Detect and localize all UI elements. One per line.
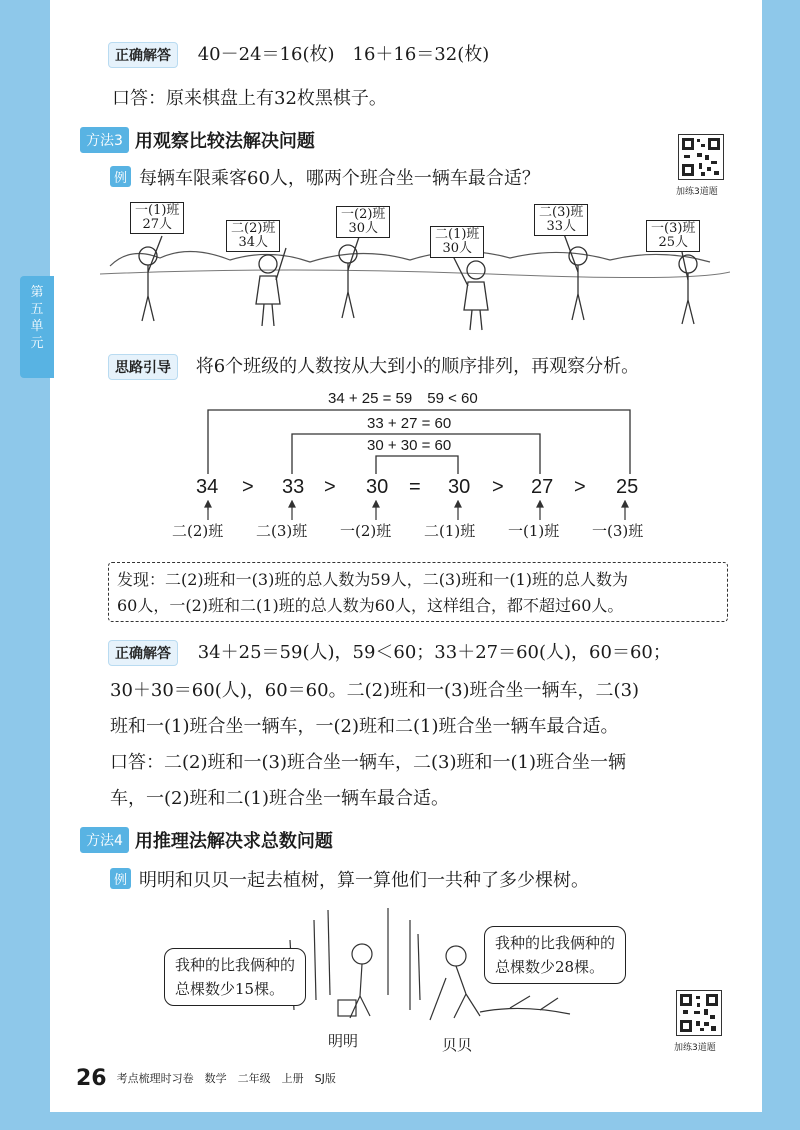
diagram-class: 一(3)班 <box>592 522 644 540</box>
solution-text: 班和一(1)班合坐一辆车，一(2)班和二(1)班合坐一辆车最合适。 <box>110 716 619 737</box>
answer-text: 车，一(2)班和二(1)班合坐一辆车最合适。 <box>110 788 449 809</box>
bubble-line: 总棵数少15棵。 <box>175 980 285 998</box>
method4-question <box>110 866 589 892</box>
page-footer <box>76 1066 336 1091</box>
diagram-class: 二(1)班 <box>424 522 476 540</box>
solution-text: 34＋25＝59(人)，59＜60；33＋27＝60(人)，60＝60； <box>197 642 671 663</box>
page-edge-wave <box>744 0 762 1112</box>
diagram-eq-middle: 33 + 27 = 60 <box>367 415 452 432</box>
class-sign <box>430 226 484 258</box>
name-beibei: 贝贝 <box>442 1036 473 1054</box>
hint-text: 将6个班级的人数按从大到小的顺序排列，再观察分析。 <box>195 356 640 377</box>
class-sign <box>130 202 184 234</box>
hint-badge: 思路引导 <box>108 354 178 380</box>
unit-tab-char: 第 <box>30 285 44 300</box>
top-solution-line <box>108 40 489 68</box>
method-tag: 方法4 <box>80 827 129 853</box>
unit-tab-char: 单 <box>30 319 44 334</box>
diagram-class-row <box>172 520 672 542</box>
qr-caption: 加练3道题 <box>676 187 718 197</box>
method4-header <box>80 828 333 852</box>
bubble-line: 我种的比我俩种的 <box>495 934 616 952</box>
diagram-eq-outer: 34 + 25 = 59 59 < 60 <box>328 390 478 407</box>
bubble-line: 我种的比我俩种的 <box>175 956 296 974</box>
diagram-number: 25 <box>616 476 639 498</box>
method-title: 用推理法解决求总数问题 <box>134 831 333 852</box>
class-sign <box>336 206 390 238</box>
diagram-operator: > <box>492 476 504 498</box>
solution-badge: 正确解答 <box>108 42 178 68</box>
unit-tab <box>20 276 54 378</box>
question-text: 每辆车限乘客60人，哪两个班合坐一辆车最合适？ <box>139 168 540 189</box>
diagram-operator: > <box>574 476 586 498</box>
diagram-class: 一(1)班 <box>508 522 560 540</box>
answer-text: 口答：二(2)班和一(3)班合坐一辆车，二(3)班和一(1)班合坐一辆 <box>110 752 626 773</box>
method3-question <box>110 164 540 190</box>
qr-caption: 加练3道题 <box>674 1043 716 1053</box>
sign-class: 二(1)班 <box>435 227 480 242</box>
top-answer: 口答：原来棋盘上有32枚黑棋子。 <box>112 88 387 109</box>
finding-line: 发现：二(2)班和一(3)班的总人数为59人，二(3)班和一(1)班的总人数为 <box>117 570 629 589</box>
class-sign <box>226 220 280 252</box>
diagram-class: 二(2)班 <box>172 522 224 540</box>
qr-code-icon[interactable] <box>676 990 722 1036</box>
solution-badge: 正确解答 <box>108 640 178 666</box>
top-equation: 40－24＝16(枚) 16＋16＝32(枚) <box>197 44 490 65</box>
sign-count: 33人 <box>546 219 576 234</box>
diagram-class: 二(3)班 <box>256 522 308 540</box>
page-number: 26 <box>76 1066 107 1091</box>
sign-count: 27人 <box>142 217 172 232</box>
diagram-class: 一(2)班 <box>340 522 392 540</box>
diagram-number: 30 <box>366 476 389 498</box>
diagram-eq-inner: 30 + 30 = 60 <box>367 437 452 454</box>
finding-box <box>108 562 728 622</box>
sign-count: 30人 <box>442 241 472 256</box>
qr-code-icon[interactable] <box>678 134 724 180</box>
unit-tab-char: 元 <box>30 336 44 351</box>
example-tag: 例 <box>110 868 131 889</box>
diagram-number: 34 <box>196 476 219 498</box>
sign-class: 一(1)班 <box>135 203 180 218</box>
sign-class: 二(3)班 <box>539 205 584 220</box>
finding-line: 60人，一(2)班和二(1)班的总人数为60人，这样组合，都不超过60人。 <box>117 596 624 615</box>
diagram-operator: = <box>409 476 421 498</box>
sign-class: 一(2)班 <box>341 207 386 222</box>
example-tag: 例 <box>110 166 131 187</box>
method3-solution-line <box>108 638 671 666</box>
question-text: 明明和贝贝一起去植树，算一算他们一共种了多少棵树。 <box>139 870 590 891</box>
speech-bubble-beibei <box>484 926 626 984</box>
name-mingming: 明明 <box>328 1032 359 1050</box>
method3-header <box>80 128 315 152</box>
bubble-line: 总棵数少28棵。 <box>495 958 605 976</box>
method-tag: 方法3 <box>80 127 129 153</box>
class-sign <box>534 204 588 236</box>
diagram-operator: > <box>324 476 336 498</box>
diagram-number: 27 <box>531 476 554 498</box>
speech-bubble-mingming <box>164 948 306 1006</box>
diagram-operator: > <box>242 476 254 498</box>
diagram-arrows <box>190 500 650 522</box>
diagram-number: 33 <box>282 476 305 498</box>
solution-text: 30＋30＝60(人)，60＝60。二(2)班和一(3)班合坐一辆车，二(3) <box>110 680 640 701</box>
unit-tab-char: 五 <box>30 302 44 317</box>
sign-class: 一(3)班 <box>651 221 696 236</box>
diagram-number: 30 <box>448 476 471 498</box>
sign-count: 34人 <box>238 235 268 250</box>
book-info: 考点梳理时习卷 数学 二年级 上册 SJ版 <box>116 1072 336 1085</box>
sign-class: 二(2)班 <box>231 221 276 236</box>
hint-line <box>108 352 639 380</box>
sign-count: 25人 <box>658 235 688 250</box>
kids-illustration <box>90 196 730 336</box>
method-title: 用观察比较法解决问题 <box>134 131 315 152</box>
class-sign <box>646 220 700 252</box>
sign-count: 30人 <box>348 221 378 236</box>
